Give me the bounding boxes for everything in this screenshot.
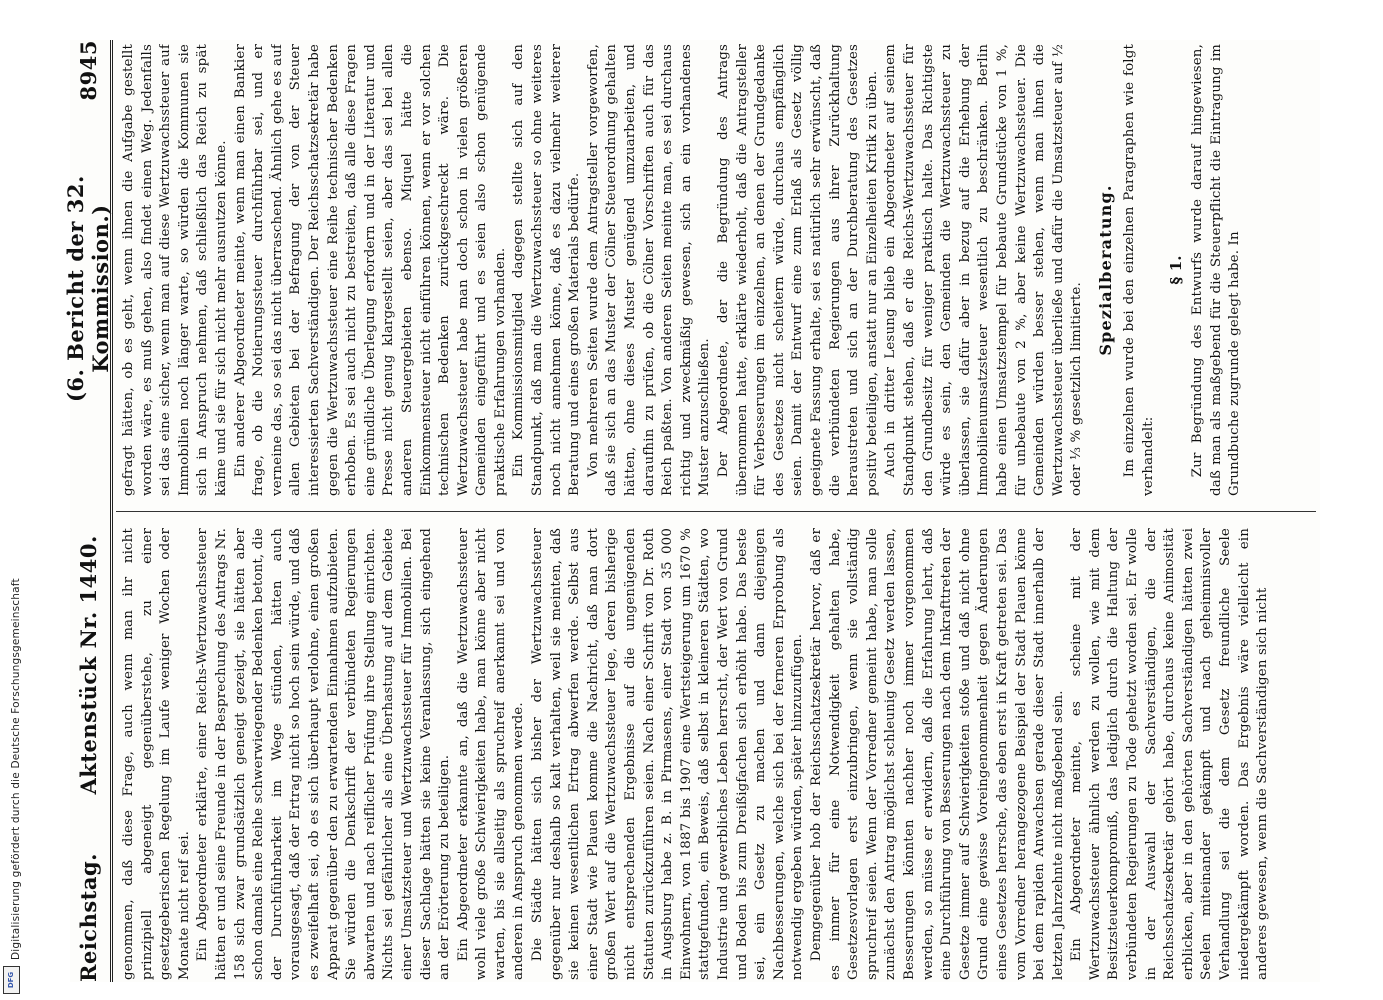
digitization-strip (0, 0, 22, 1000)
paragraph: Von mehreren Seiten wurde dem Antragsteller vorgeworfen, daß sie sich an das Muster der Cölner Steuerordnung gehalten hätten, ohne dieses Muster genügend umzuarbeiten, und daraufhin zu prüfen, ob die Cölner Vorschriften auch für das Reich paßten. Von anderen Seiten meinte man, es sei durchaus richtig und zweckmäßig gewesen, sich an ein vorhandenes Muster anzuschließen. (585, 44, 713, 496)
right-column (120, 44, 1316, 496)
section-text: Zur Begründung des Entwurfs wurde darauf hingewiesen, daß man als maßgebend für die Steuerpflicht die Eintragung im Grundbuche zugrunde gelegt habe. In (1190, 44, 1243, 496)
digitization-notice: Digitalisierung gefördert durch die Deutsche Forschungsgemeinschaft (10, 578, 22, 960)
paragraph: Der Abgeordnete, der die Begründung des Antrags übernommen hatte, erklärte wiederholt, daß die Antragsteller für Verbesserungen im einzelnen, an denen der Grundgedanke des Gesetzes nicht scheitern würde, durchaus empfänglich seien. Damit der Entwurf eine zum Erlaß als Gesetz völlig geeignete Fassung erhalte, sei es natürlich sehr erwünscht, daß die verbündeten Regierungen aus ihrer Zurückhaltung heraustreten und sich an der Durchberatung des Gesetzes positiv beteiligen, anstatt nur an Einzelheiten Kritik zu üben. (716, 44, 880, 496)
paragraph: genommen, daß diese Frage, auch wenn man ihr nicht prinzipiell abgeneigt gegenüberstehe, zu einer gesetzgeberischen Regelung im Laufe weniger Wochen oder Monate nicht reif sei. (121, 528, 192, 980)
paragraph: Ein Abgeordneter erklärte, einer Reichs-Wertzuwachssteuer hätten er und seine Freunde in der Besprechung des Antrags Nr. 158 sich zwar grundsätzlich geneigt gezeigt, sie hätten aber schon damals eine Reihe schwerwiegender Bedenken betont, die der Durchführbarkeit im Wege stünden, hätten auch vorausgesagt, daß der Ertrag nicht so hoch sein würde, und daß es zweifelhaft sei, ob es sich überhaupt verlohne, einen großen Apparat gegenüber den zu erwartenden Einnahmen aufzubieten. Sie würden die Denkschrift der verbündeten Regierungen abwarten und nach reiflicher Prüfung ihre Stellung einrichten. Nichts sei gefährlicher als eine Überhastung auf dem Gebiete einer Umsatzsteuer und Wertzuwachssteuer für Immobilien. Bei dieser Sachlage hätten sie keine Veranlassung, sich eingehend an der Erörterung zu beteiligen. (195, 528, 453, 980)
scanned-page (63, 40, 1320, 982)
paragraph: Ein Abgeordneter meinte, es scheine mit der Wertzuwachssteuer ähnlich werden zu wollen, wie mit dem Besitzsteuerkompromiß, das lediglich durch die Haltung der verbündeten Regierungen zu Tode gehetzt worden sei. Er wolle in der Auswahl der Sachverständigen, die der Reichsschatzsekretär gehört habe, durchaus keine Animosität erblicken, aber in den gehörten Sachverständigen hätten zwei Seelen miteinander gekämpft und nach geheimnisvoller Verhandlung sei die dem Gesetz freundliche Seele niedergekämpft worden. Das Ergebnis wäre vielleicht ein anderes gewesen, wenn die Sachverständigen sich nicht (1069, 528, 1271, 980)
special-deliberation-heading: Spezialberatung. (1095, 184, 1115, 356)
paragraph: Ein anderer Abgeordneter meinte, wenn man einen Bankier frage, ob die Notierungssteuer durchführbar sei, und er verneine das, so sei das nicht überraschend. Ähnlich gehe es auf allen Gebieten bei der Befragung der von der Steuer interessierten Sachverständigen. Der Reichsschatzsekretär habe gegen die Wertzuwachssteuer eine Reihe technischer Bedenken erhoben. Es sei auch nicht zu bestreiten, daß alle diese Fragen eine gründliche Überlegung erfordern und in der Literatur und Presse nicht genug klargestellt seien, aber das sei bei allen anderen Steuergebieten ebenso. Miquel hätte die Einkommensteuer nicht einführen können, wenn er vor solchen technischen Bedenken zurückgeschreckt wäre. Die Wertzuwachssteuer habe man doch schon in vielen größeren Gemeinden eingeführt und es seien also schon genügende praktische Erfahrungen vorhanden. (232, 44, 508, 496)
paragraph: Ein Kommissionsmitglied dagegen stellte sich auf den Standpunkt, daß man die Wertzuwachssteuer so ohne weiteres noch nicht annehmen könne, daß es dazu vielmehr weiterer Beratung und eines großen Materials bedürfe. (511, 44, 583, 496)
left-column (120, 528, 1316, 980)
header-document-number: Aktenstück Nr. 1440. (75, 535, 101, 795)
header-rule (110, 40, 113, 982)
paragraph: Die Städte hätten sich bisher der Wertzuwachssteuer gegenüber nur deshalb so kalt verhalten, weil sie meinten, daß sie keinen wesentlichen Ertrag abwerfen werde. Selbst aus einer Stadt wie Plauen komme die Nachricht, daß man dort großen Wert auf die Wertzuwachssteuer lege, deren bisherige nicht entsprechenden Ergebnisse auf die ungenügenden Statuten zurückzuführen seien. Nach einer Schrift von Dr. Roth in Augsburg habe z. B. in Pirmasens, einer Stadt von 35 000 Einwohnern, von 1887 bis 1907 eine Wertsteigerung um 1670 % stattgefunden, ein Beweis, daß selbst in kleineren Städten, wo Industrie und gewerbliches Leben herrscht, der Wert von Grund und Boden bis zum Dreißigfachen sich erhöht habe. Das beste sei, ein Gesetz zu machen und dann diejenigen Nachbesserungen, welche sich bei der ferneren Erprobung als notwendig ergeben würden, später hinzuzufügen. (530, 528, 806, 980)
section-heading: § 1. (1166, 255, 1185, 285)
paragraph: Demgegenüber hob der Reichsschatzsekretär hervor, daß er es immer für eine Notwendigkeit gehalten habe, Gesetzesvorlagen erst einzubringen, wenn sie vollständig spruchreif seien. Wenn der Vorredner gemeint habe, man solle zunächst den Antrag möglichst schleunig Gesetz werden lassen, Besserungen könnten nachher noch immer vorgenommen werden, so müsse er erwidern, daß die Erfahrung lehrt, daß eine Durchführung von Besserungen nach dem Inkrafttreten der Gesetze immer auf Schwierigkeiten stoße und daß nicht ohne Grund eine gewisse Voreingenommenheit gegen Änderungen eines Gesetzes herrsche, das eben erst in Kraft getreten sei. Das vom Vorredner herangezogene Beispiel der Stadt Plauen könne bei dem rapiden Anwachsen gerade dieser Stadt innerhalb der letzten Jahrzehnte nicht maßgebend sein. (808, 528, 1066, 980)
dfg-logo-text: DFG (7, 971, 16, 989)
dfg-logo (3, 966, 20, 994)
column-divider (116, 511, 1316, 512)
header-reichstag: Reichstag. (75, 853, 101, 982)
paragraph: Ein Abgeordneter erkannte an, daß die Wertzuwachssteuer wohl viele große Schwierigkeiten habe, man könne aber nicht warten, bis sie allseitig als spruchreif anerkannt sei und von anderen in Anspruch genommen werde. (455, 528, 527, 980)
page-number: 8945 (75, 40, 101, 101)
paragraph: Auch in dritter Lesung blieb ein Abgeordneter auf seinem Standpunkt stehen, daß er die Reichs-Wertzuwachssteuer für den Grundbesitz für weniger praktisch halte. Das Richtigste würde es sein, den Gemeinden die Wertzuwachssteuer zu überlassen, sie dafür aber in bezug auf die Erhebung der Immobilienumsatzsteuer wesentlich zu beschränken. Berlin habe einen Umsatzstempel für bebaute Grundstücke von 1 %, für unbebaute von 2 %, aber keine Wertzuwachssteuer. Die Gemeinden würden besser stehen, wenn man ihnen die Wertzuwachssteuer überließe und dafür die Umsatzsteuer auf ½ oder ⅓ % gesetzlich limitierte. (883, 44, 1085, 496)
page-header (63, 40, 113, 982)
header-report-title: (6. Bericht der 32. Kommission.) (63, 175, 113, 403)
paragraph: gefragt hätten, ob es geht, wenn ihnen die Aufgabe gestellt worden wäre, es muß gehen, also findet einen Weg. Jedenfalls sei das eine sicher, wenn man auf diese Wertzuwachssteuer auf Immobilien noch länger warte, so würden die Kommunen sie sich in Anspruch nehmen, daß schließlich das Reich zu spät käme und sie für sich nicht mehr ausnutzen könne. (121, 44, 229, 496)
special-intro: Im einzelnen wurde bei den einzelnen Paragraphen wie folgt verhandelt: (1122, 44, 1157, 496)
